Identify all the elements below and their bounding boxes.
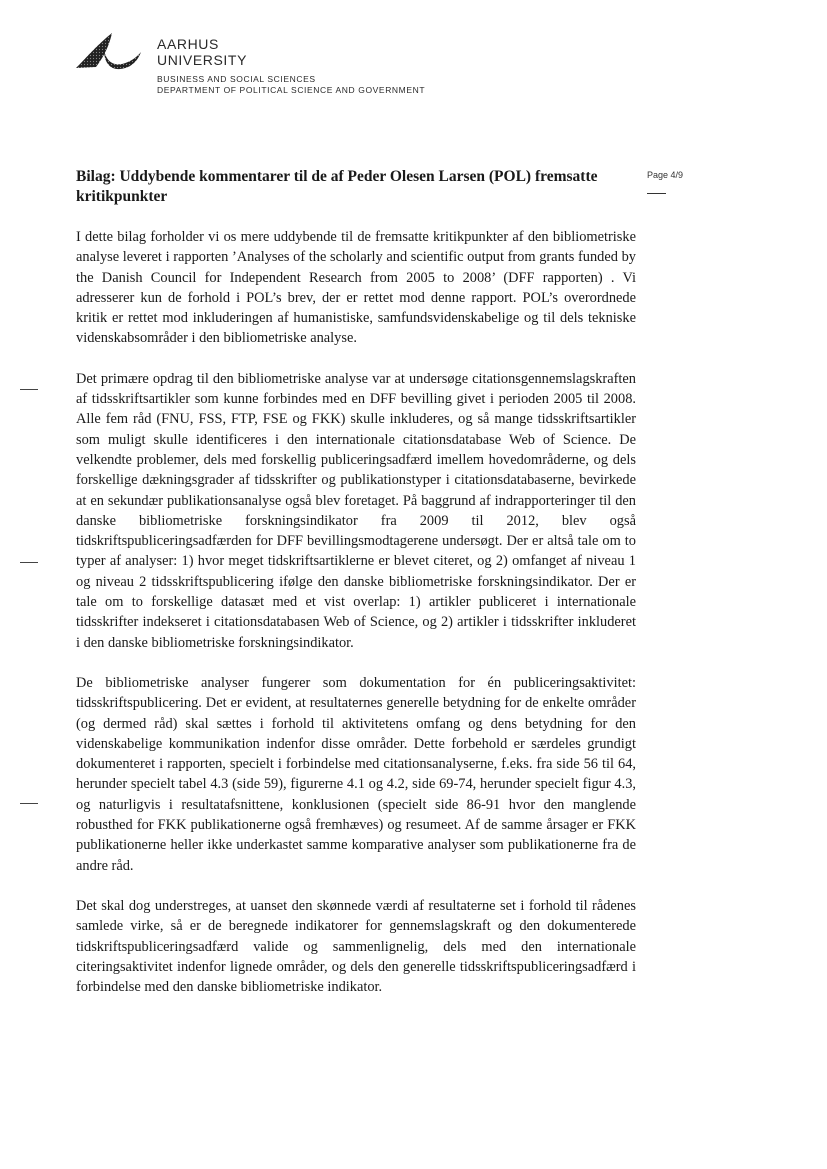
paragraph: De bibliometriske analyser fungerer som dokumentation for én publiceringsaktivitet: tidsskriftspublicering. Det er evident, at resultaternes generelle betydning for de enkelte områder (og dermed råd) skal sættes i forhold til aktivitetens omfang og dens betydning for den videnskabelige kommunikation indenfor disse områder. Dette forbehold er særdeles grundigt dokumenteret i rapporten, specielt i forbindelse med citationsanalyserne, f.eks. fra side 56 til 64, herunder specielt tabel 4.3 (side 59), figurerne 4.1 og 4.2, side 69-74, herunder specielt figur 4.3, og naturligvis i resultatafsnittene, konklusionen (specielt side 86-91 hvor den manglende robusthed for FKK publikationerne også fremhæves) og resumeet. Af de samme årsager er FKK publikationerne heller ikke underkastet samme komparative analyser som publikationerne fra de andre råd.: [76, 674, 636, 874]
paragraph: Det skal dog understreges, at uanset den skønnede værdi af resultaterne set i forhold til rådenes samlede virke, så er de beregnede indikatorer for gennemslagskraft og den dokumenterede tidskriftspubliceringsadfærd valide og sammenlignelig, dels med den internationale citeringsaktivitet indenfor lignede områder, og dels den generelle tidsskriftspubliceringsadfærd i forbindelse med den danske bibliometriske indikator.: [76, 897, 636, 996]
aarhus-university-logo: [74, 30, 144, 72]
paragraph: Det primære opdrag til den bibliometriske analyse var at undersøge citationsgennemslagskraften af tidsskriftsartikler som kunne forbindes med en DFF bevilling givet i perioden 2005 til 2008. Alle fem råd (FNU, FSS, FTP, FSE og FKK) skulle inkluderes, og så mange tidsskriftsartikler som muligt skulle identificeres i den internationale citationsdatabase Web of Science. De velkendte problemer, dels med forskellig publiceringsadfærd imellem hovedområderne, og dels forskellige dækningsgrader af tidsskrifter og publikationstyper i citationsdatabaserne, bevirkede at en sekundær publikationsanalyse også blev foretaget. På baggrund af indrapporteringer til den danske bibliometriske forskningsindikator fra 2009 til 2012, blev også tidskriftspubliceringsadfærden for DFF bevillingsmodtagerene undersøgt. Der er altså tale om to typer af analyser: 1) hvor meget tidskriftsartiklerne er blevet citeret, og 2) omfanget af niveau 1 og niveau 2 tidsskriftspublicering ifølge den danske bibliometriske forskningsindikator. Der er tale om to forskellige datasæt med et vist overlap: 1) artikler publiceret i internationale tidsskrifter indekseret i citationsdatabasen Web of Science, og 2) artikler i tidsskrifter inkluderet i den danske bibliometriske forskningsindikator.: [76, 370, 636, 651]
department-name: DEPARTMENT OF POLITICAL SCIENCE AND GOVERNMENT: [157, 84, 426, 95]
fold-mark: [20, 389, 38, 390]
university-name-line2: UNIVERSITY: [157, 52, 248, 68]
logo-text: [157, 36, 425, 95]
page-number: Page 4/9: [647, 170, 684, 180]
fold-mark: [20, 803, 38, 804]
paragraph: I dette bilag forholder vi os mere uddybende til de fremsatte kritikpunkter af den bibliometriske analyse leveret i rapporten ’Analyses of the scholarly and scientific output from grants funded by the Danish Council for Independent Research from 2005 to 2008’ (DFF rapporten) . Vi adresserer kun de forhold i POL’s brev, der er rettet mod denne rapport. POL’s overordnede kritik er rettet mod inkluderingen af humanistiske, samfundsvidenskabelige og til dels tekniske videnskabsområder i den bibliometriske analyse.: [76, 229, 636, 347]
fold-mark: [20, 562, 38, 563]
document-body: [76, 167, 636, 1017]
document-title: Bilag: Uddybende kommentarer til de af Peder Olesen Larsen (POL) fremsatte kritikpunkter: [76, 168, 598, 205]
page-number-rule: [647, 193, 666, 194]
faculty-name: BUSINESS AND SOCIAL SCIENCES: [157, 74, 316, 84]
university-name-line1: AARHUS: [157, 36, 219, 52]
